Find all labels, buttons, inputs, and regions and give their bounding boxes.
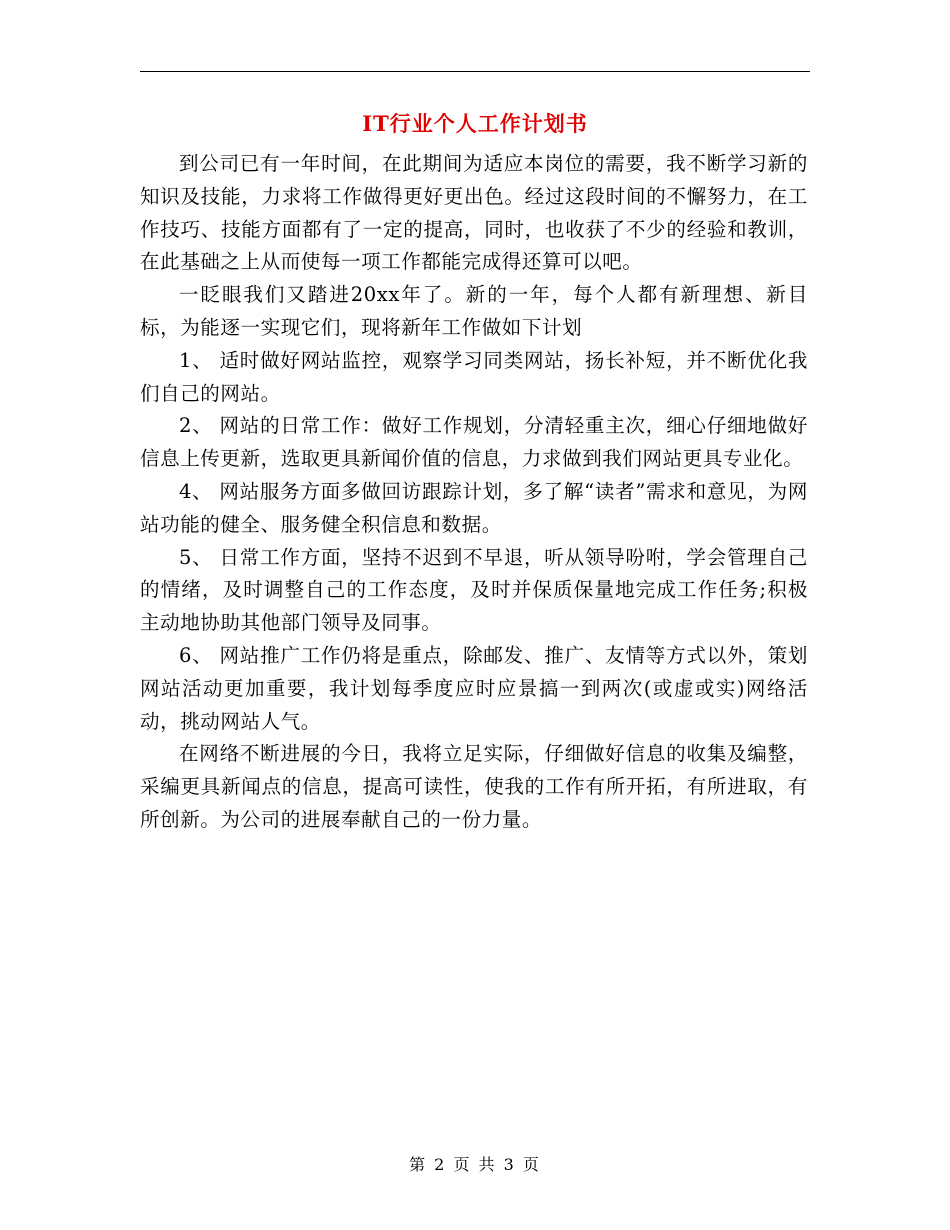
plan-item-5: 5、 日常工作方面，坚持不迟到不早退，听从领导吩咐，学会管理自己的情绪，及时调整自己的工作态度，及时并保质保量地完成工作任务;积极主动地协助其他部门领导及同事。 (140, 545, 808, 635)
document-title: IT行业个人工作计划书 (362, 111, 588, 136)
header-rule (140, 71, 810, 72)
plan-item-6: 6、 网站推广工作仍将是重点，除邮发、推广、友情等方式以外，策划网站活动更加重要，我计划每季度应时应景搞一到两次(或虚或实)网络活动，挑动网站人气。 (140, 643, 808, 733)
plan-item-1: 1、 适时做好网站监控，观察学习同类网站，扬长补短，并不断优化我们自己的网站。 (140, 348, 808, 405)
plan-item-2: 2、 网站的日常工作：做好工作规划，分清轻重主次，细心仔细地做好信息上传更新，选取更具新闻价值的信息，力求做到我们网站更具专业化。 (140, 414, 808, 471)
paragraph-new-year: 一眨眼我们又踏进20xx年了。新的一年，每个人都有新理想、新目标，为能逐一实现它们，现将新年工作做如下计划 (140, 283, 808, 339)
paragraph-intro: 到公司已有一年时间，在此期间为适应本岗位的需要，我不断学习新的知识及技能，力求将工作做得更好更出色。经过这段时间的不懈努力，在工作技巧、技能方面都有了一定的提高，同时，也收获了不少的经验和教训，在此基础之上从而使每一项工作都能完成得还算可以吧。 (140, 152, 808, 274)
page-number-footer: 第 2 页 共 3 页 (409, 1155, 541, 1174)
document-body (140, 148, 808, 837)
paragraph-conclusion: 在网络不断进展的今日，我将立足实际，仔细做好信息的收集及编整，采编更具新闻点的信息，提高可读性，使我的工作有所开拓，有所进取，有所创新。为公司的进展奉献自己的一份力量。 (140, 742, 808, 831)
plan-item-4: 4、 网站服务方面多做回访跟踪计划，多了解“读者”需求和意见，为网站功能的健全、服务健全积信息和数据。 (140, 479, 808, 536)
